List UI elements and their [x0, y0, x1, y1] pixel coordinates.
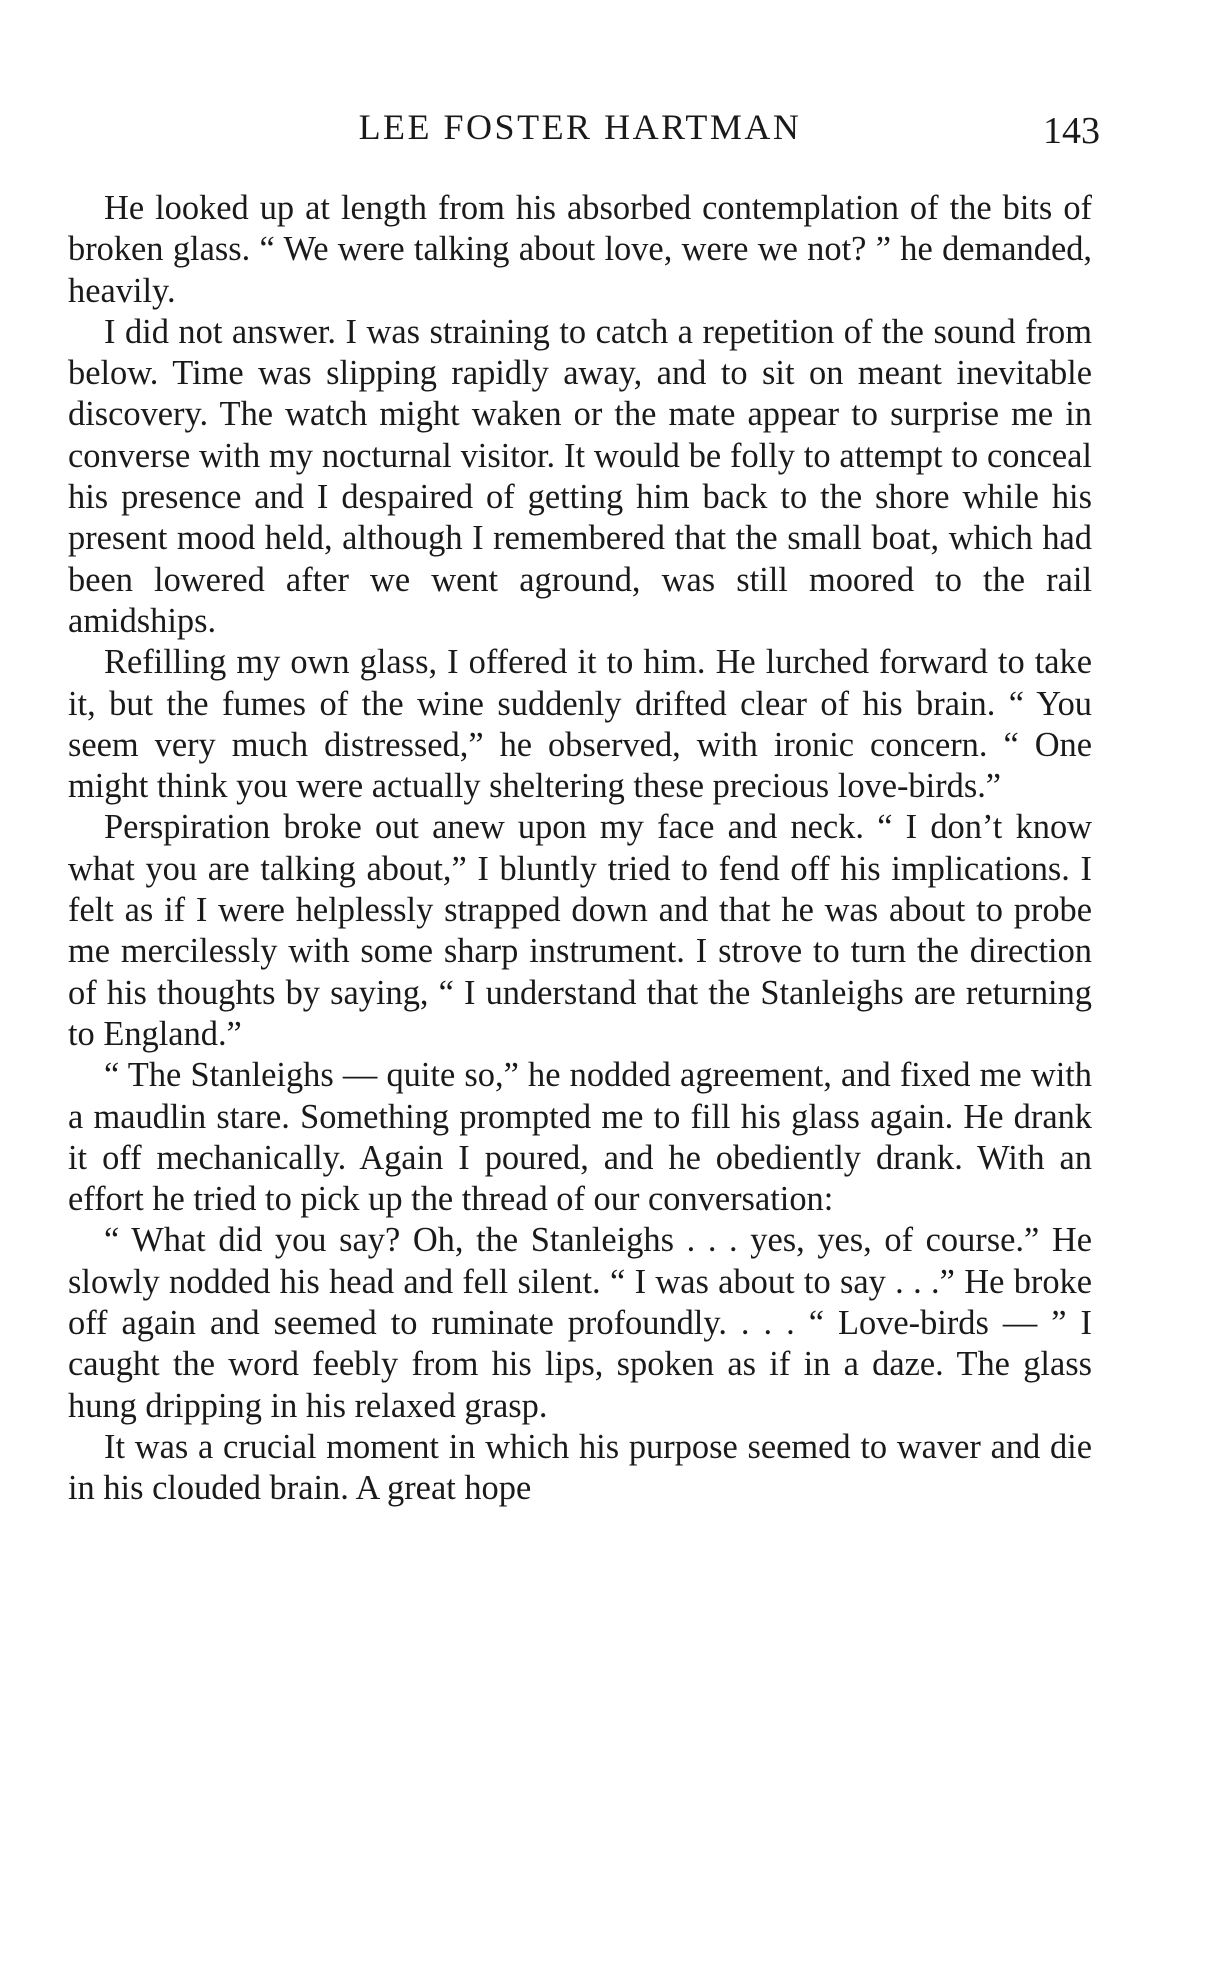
paragraph: He looked up at length from his absorbed contemplation of the bits of broken glass. “ We were talking about love, were we not? ” he demanded, heavily.	[68, 189, 1092, 310]
running-head	[60, 102, 1100, 152]
paragraph: “ What did you say? Oh, the Stanleighs . . . yes, yes, of course.” He slowly nodded his head and fell silent. “ I was about to say . . .” He broke off again and seemed to ruminate profoundly. . . . “ Love-birds — ” I caught the word feebly from his lips, spoken as if in a daze. The glass hung dripping in his relaxed grasp.	[68, 1221, 1092, 1425]
page-number: 143	[1043, 110, 1100, 152]
paragraph: Perspiration broke out anew upon my face and neck. “ I don’t know what you are talking about,” I bluntly tried to fend off his implications. I felt as if I were helplessly strapped down and that he was about to probe me mercilessly with some sharp instrument. I strove to turn the direction of his thoughts by saying, “ I understand that the Stanleighs are returning to England.”	[68, 808, 1092, 1053]
running-title: LEE FOSTER HARTMAN	[358, 107, 802, 147]
paragraph: Refilling my own glass, I offered it to him. He lurched forward to take it, but the fumes of the wine suddenly drifted clear of his brain. “ You seem very much distressed,” he observed, with ironic concern. “ One might think you were actually sheltering these precious love-birds.”	[68, 643, 1092, 806]
body-text	[68, 188, 1092, 1510]
paragraph: I did not answer. I was straining to catch a repetition of the sound from below. Time was slipping rapidly away, and to sit on meant inevitable discovery. The watch might waken or the mate appear to surprise me in converse with my nocturnal visitor. It would be folly to attempt to conceal his presence and I despaired of getting him back to the shore while his present mood held, although I remembered that the small boat, which had been lowered after we went aground, was still moored to the rail amidships.	[68, 312, 1092, 640]
paragraph: It was a crucial moment in which his purpose seemed to waver and die in his clouded brain. A great hope	[68, 1427, 1092, 1508]
paragraph: “ The Stanleighs — quite so,” he nodded agreement, and fixed me with a maudlin stare. Something prompted me to fill his glass again. He drank it off mechanically. Again I poured, and he obediently drank. With an effort he tried to pick up the thread of our conversation:	[68, 1056, 1092, 1219]
